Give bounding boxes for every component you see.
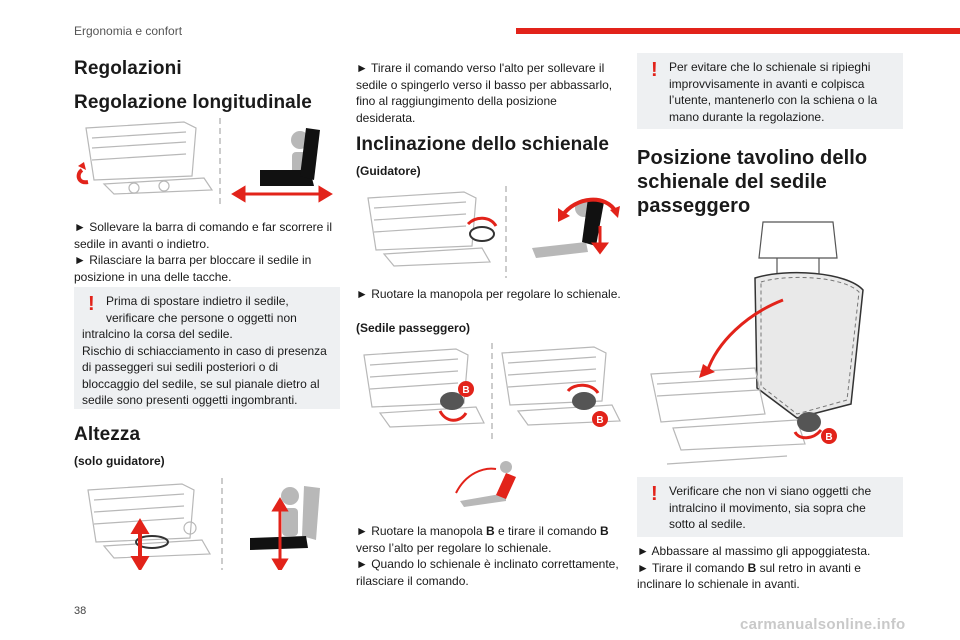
- subtitle-solo-guidatore: (solo guidatore): [74, 454, 165, 468]
- title-inclinazione-schienale: Inclinazione dello schienale: [356, 134, 610, 155]
- passenger-step-1: [356, 523, 622, 556]
- longitudinal-step-2: ► Rilasciare la barra per bloccare il sedile in posizione in una delle tacche.: [74, 253, 312, 284]
- longitudinal-step-1: ► Sollevare la barra di comando e far scorrere il sedile in avanti o indietro.: [74, 220, 332, 251]
- callout-b-1: B: [462, 385, 470, 396]
- warning-box-recline: [637, 53, 903, 129]
- passenger-step-1-d: B: [600, 524, 609, 538]
- passenger-step-1-e: verso l’alto per regolare lo schienale.: [356, 540, 552, 555]
- title-posizione-tavolino: Posizione tavolino dello schienale del sedile passeggero: [637, 147, 868, 217]
- table-step-2-c: sul retro in avanti e inclinare lo schienale in avanti.: [637, 560, 861, 591]
- table-step-2-a: ► Tirare il comando: [637, 560, 748, 575]
- warning-text-recline: Per evitare che lo schienale si ripieghi improvvisamente in avanti e colpisca l’utente, mantenerlo con la schiena o la mano durante la regolazione.: [669, 60, 878, 124]
- passenger-recline-instructions: [356, 523, 622, 589]
- warning-text-3: Rischio di schiacciamento in caso di presenza di passeggeri sui sedili posteriori o di bloccaggio del sedile, se sul pianale dietro al sedile sono presenti oggetti ingombranti.: [82, 343, 327, 407]
- driver-recline-instructions: ► Ruotare la manopola per regolare lo schienale.: [356, 287, 621, 301]
- table-step-2-b: B: [747, 560, 757, 575]
- warning-text-1: Prima di spostare indietro il sedile, verificare che persone o oggetti non: [106, 294, 297, 325]
- warning-icon: !: [88, 293, 95, 315]
- passenger-step-1-a: ► Ruotare la manopola: [356, 524, 486, 538]
- warning-box-longitudinal: [74, 287, 340, 409]
- table-instructions: [637, 543, 903, 593]
- callout-b-3: B: [825, 432, 833, 443]
- title-regolazione-longitudinale: Regolazione longitudinale: [74, 92, 312, 113]
- warning-text-table: Verificare che non vi siano oggetti che intralcino il movimento, sia sopra che sotto al sedile.: [669, 484, 872, 531]
- longitudinal-instructions: [74, 219, 340, 285]
- longitudinal-adjust-figure: [74, 118, 340, 204]
- header-accent-bar: [516, 28, 960, 34]
- passenger-recline-figure: [356, 343, 622, 513]
- subtitle-sedile-passeggero: (Sedile passeggero): [356, 321, 471, 335]
- height-instructions: ► Tirare il comando verso l'alto per sollevare il sedile o spingerlo verso il basso per abbassarlo, fino al raggiungimento della posizione desiderata.: [356, 61, 613, 125]
- table-step-2: [637, 560, 903, 593]
- warning-box-table: [637, 477, 903, 537]
- callout-b-2: B: [596, 415, 604, 426]
- title-regolazioni: Regolazioni: [74, 58, 182, 79]
- running-header: Ergonomia e confort: [74, 24, 183, 38]
- table-step-1: ► Abbassare al massimo gli appoggiatesta.: [637, 544, 871, 558]
- passenger-step-2: ► Quando lo schienale è inclinato correttamente, rilasciare il comando.: [356, 557, 619, 588]
- seatback-table-figure: [637, 218, 903, 470]
- watermark: carmanualsonline.info: [740, 616, 906, 633]
- passenger-step-1-b: B: [485, 524, 495, 538]
- warning-icon: !: [651, 59, 658, 81]
- subtitle-guidatore: (Guidatore): [356, 164, 421, 178]
- page-number: 38: [74, 605, 87, 617]
- passenger-step-1-c: e tirare il comando: [494, 524, 601, 538]
- driver-recline-figure: [356, 186, 622, 278]
- warning-icon: !: [651, 483, 658, 505]
- warning-text-2: intralcino la corsa del sedile.: [82, 327, 233, 341]
- title-altezza: Altezza: [74, 424, 141, 445]
- height-adjust-figure: [74, 478, 340, 570]
